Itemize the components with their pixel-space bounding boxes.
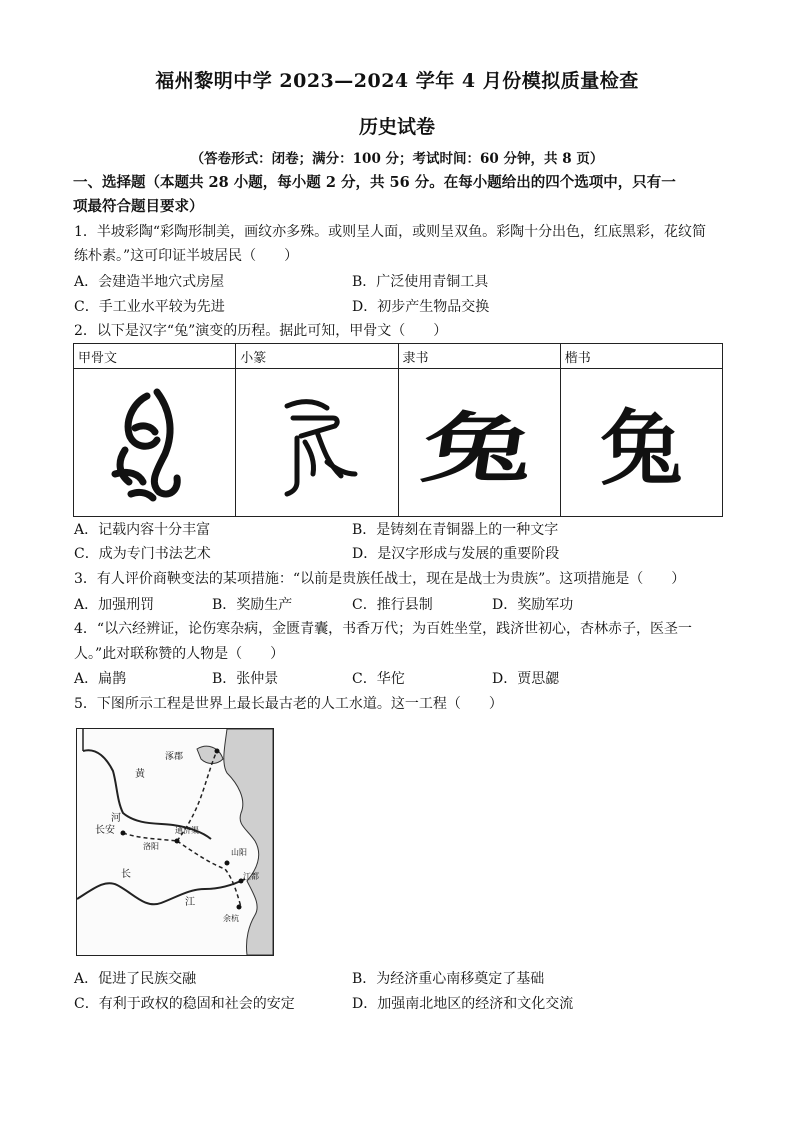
section-heading: 一、选择题（本题共 28 小题，每小题 2 分，共 56 分。在每小题给出的四个选项中，只有一 bbox=[73, 174, 676, 191]
kaishu-rabbit-glyph: 兔 bbox=[600, 401, 683, 497]
map-label-changjiang-2: 江 bbox=[185, 897, 195, 908]
map-label-changjiang-1: 长 bbox=[121, 869, 131, 880]
q1-option-c[interactable]: C．手工业水平较为先进 bbox=[74, 299, 225, 315]
header-lishu: 隶书 bbox=[398, 344, 560, 369]
xiaozhuan-rabbit-glyph bbox=[257, 378, 377, 503]
exam-subtitle: 历史试卷 bbox=[358, 116, 435, 138]
lishu-glyph-cell bbox=[398, 369, 560, 517]
q2-option-a[interactable]: A．记载内容十分丰富 bbox=[74, 522, 211, 538]
exam-form-note: （答卷形式：闭卷；满分：100 分；考试时间：60 分钟，共 8 页） bbox=[190, 151, 604, 167]
q4-option-c[interactable]: C．华佗 bbox=[352, 671, 405, 687]
q3-option-a[interactable]: A．加强刑罚 bbox=[74, 597, 155, 613]
q3-option-d[interactable]: D．奖励军功 bbox=[492, 597, 574, 613]
map-label-luoyang: 洛阳 bbox=[143, 842, 159, 851]
q1-stem-cont: 练朴素。”这可印证半坡居民（ ） bbox=[74, 248, 299, 264]
map-label-tongjiqu: 通济渠 bbox=[175, 826, 199, 835]
map-label-he: 黄 bbox=[135, 769, 145, 780]
jiaguwen-rabbit-glyph bbox=[95, 378, 215, 503]
map-label-changan: 长安 bbox=[95, 825, 115, 836]
q5-option-b[interactable]: B．为经济重心南移奠定了基础 bbox=[352, 971, 545, 987]
exam-title: 福州黎明中学 2023—2024 学年 4 月份模拟质量检查 bbox=[155, 70, 639, 92]
map-label-he2: 河 bbox=[111, 813, 121, 824]
q1-option-b[interactable]: B．广泛使用青铜工具 bbox=[352, 274, 489, 290]
xiaozhuan-glyph-cell bbox=[236, 369, 398, 517]
header-kaishu: 楷书 bbox=[560, 344, 722, 369]
q1-option-d[interactable]: D．初步产生物品交换 bbox=[352, 299, 490, 315]
q5-option-c[interactable]: C．有利于政权的稳固和社会的安定 bbox=[74, 996, 295, 1012]
kaishu-glyph-cell bbox=[560, 369, 722, 517]
q2-option-b[interactable]: B．是铸刻在青铜器上的一种文字 bbox=[352, 522, 559, 538]
header-jiaguwen: 甲骨文 bbox=[74, 344, 236, 369]
q1-option-a[interactable]: A．会建造半地穴式房屋 bbox=[74, 274, 225, 290]
q3-stem: 3．有人评价商鞅变法的某项措施：“以前是贵族任战士，现在是战士为贵族”。这项措施是（ ） bbox=[74, 571, 686, 587]
map-label-yuhang: 余杭 bbox=[223, 914, 239, 923]
grand-canal-map-drawing bbox=[77, 729, 273, 955]
q2-option-d[interactable]: D．是汉字形成与发展的重要阶段 bbox=[352, 546, 560, 562]
jiaguwen-glyph-cell bbox=[74, 369, 236, 517]
grand-canal-map bbox=[76, 728, 274, 956]
q4-stem: 4．“以六经辨证，论伤寒杂病，金匮青囊，书香万代；为百姓坐堂，践济世初心，杏林赤子，医圣一 bbox=[74, 621, 693, 637]
q1-stem: 1．半坡彩陶“彩陶形制美，画纹亦多殊。或则呈人面，或则呈双鱼。彩陶十分出色，红底黑彩，花纹简 bbox=[74, 224, 707, 240]
section-heading-cont: 项最符合题目要求） bbox=[73, 198, 204, 215]
q5-option-d[interactable]: D．加强南北地区的经济和文化交流 bbox=[352, 996, 574, 1012]
lishu-rabbit-glyph: 兔 bbox=[416, 404, 541, 493]
map-label-zhuojun: 涿郡 bbox=[165, 751, 184, 761]
q4-option-a[interactable]: A．扁鹊 bbox=[74, 671, 127, 687]
character-evolution-table bbox=[73, 343, 723, 517]
q2-option-c[interactable]: C．成为专门书法艺术 bbox=[74, 546, 211, 562]
q2-stem: 2．以下是汉字“兔”演变的历程。据此可知，甲骨文（ ） bbox=[74, 323, 448, 339]
map-label-shanyang: 山阳 bbox=[231, 848, 247, 857]
q5-option-a[interactable]: A．促进了民族交融 bbox=[74, 971, 197, 987]
q5-stem: 5．下图所示工程是世界上最长最古老的人工水道。这一工程（ ） bbox=[74, 696, 503, 712]
q4-stem-cont: 人。”此对联称赞的人物是（ ） bbox=[74, 646, 285, 662]
q3-option-c[interactable]: C．推行县制 bbox=[352, 597, 433, 613]
header-xiaozhuan: 小篆 bbox=[236, 344, 398, 369]
q3-option-b[interactable]: B．奖励生产 bbox=[212, 597, 293, 613]
map-label-jiangdu: 江都 bbox=[243, 872, 259, 881]
q4-option-d[interactable]: D．贾思勰 bbox=[492, 671, 560, 687]
q4-option-b[interactable]: B．张仲景 bbox=[212, 671, 279, 687]
